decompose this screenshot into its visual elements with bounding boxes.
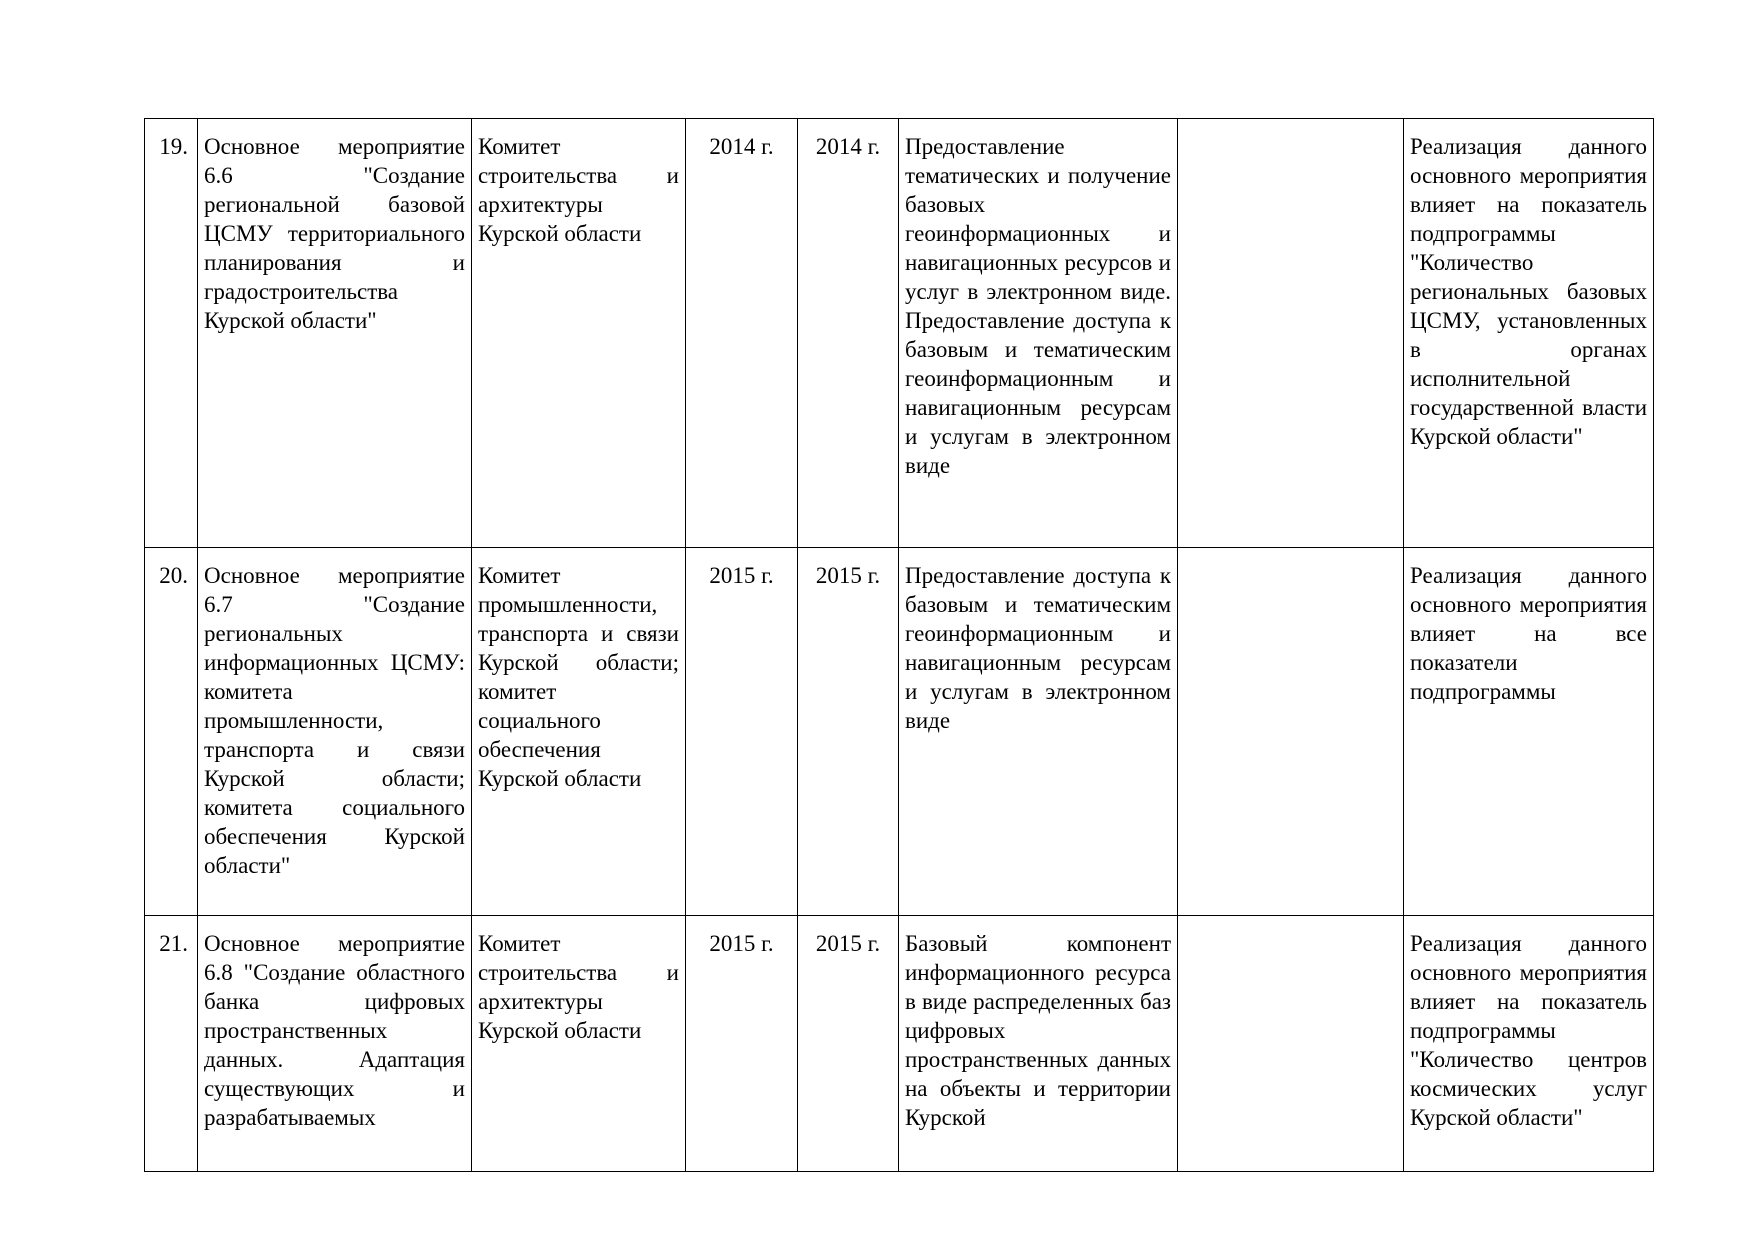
expected-result: Предоставление тематических и получение базовых геоинформационных и навигационных ресурсов и услуг в электронном виде. Предоставление доступа к базовым и тематическим геоинформационным и навигационным ресурсам и услугам в электронном виде: [899, 119, 1178, 548]
non-implementation-consequences: [1178, 119, 1404, 548]
start-date: 2015 г.: [686, 548, 798, 916]
table-row: [145, 916, 1654, 1172]
responsible-executor: Комитет строительства и архитектуры Курской области: [472, 119, 686, 548]
table-row: [145, 119, 1654, 548]
end-date: 2015 г.: [798, 548, 899, 916]
expected-result: Предоставление доступа к базовым и тематическим геоинформационным и навигационным ресурсам и услугам в электронном виде: [899, 548, 1178, 916]
row-number: 20.: [145, 548, 198, 916]
end-date: 2014 г.: [798, 119, 899, 548]
expected-result: Базовый компонент информационного ресурса в виде распределенных баз цифровых пространственных данных на объекты и территории Курской: [899, 916, 1178, 1172]
program-activities-table: [144, 118, 1654, 1172]
non-implementation-consequences: [1178, 548, 1404, 916]
start-date: 2015 г.: [686, 916, 798, 1172]
start-date: 2014 г.: [686, 119, 798, 548]
responsible-executor: Комитет промышленности, транспорта и связи Курской области; комитет социального обеспечения Курской области: [472, 548, 686, 916]
relation-to-indicators: Реализация данного основного мероприятия влияет на показатель подпрограммы "Количество региональных базовых ЦСМУ, установленных в органах исполнительной государственной власти Курской области": [1404, 119, 1654, 548]
responsible-executor: Комитет строительства и архитектуры Курской области: [472, 916, 686, 1172]
activity-name: Основное мероприятие 6.7 "Создание региональных информационных ЦСМУ: комитета промышленности, транспорта и связи Курской области; комитета социального обеспечения Курской области": [198, 548, 472, 916]
relation-to-indicators: Реализация данного основного мероприятия влияет на показатель подпрограммы "Количество центров космических услуг Курской области": [1404, 916, 1654, 1172]
row-number: 21.: [145, 916, 198, 1172]
non-implementation-consequences: [1178, 916, 1404, 1172]
activity-name: Основное мероприятие 6.6 "Создание региональной базовой ЦСМУ территориального планирования и градостроительства Курской области": [198, 119, 472, 548]
table-row: [145, 548, 1654, 916]
row-number: 19.: [145, 119, 198, 548]
activity-name: Основное мероприятие 6.8 "Создание областного банка цифровых пространственных данных. Адаптация существующих и разрабатываемых: [198, 916, 472, 1172]
relation-to-indicators: Реализация данного основного мероприятия влияет на все показатели подпрограммы: [1404, 548, 1654, 916]
end-date: 2015 г.: [798, 916, 899, 1172]
